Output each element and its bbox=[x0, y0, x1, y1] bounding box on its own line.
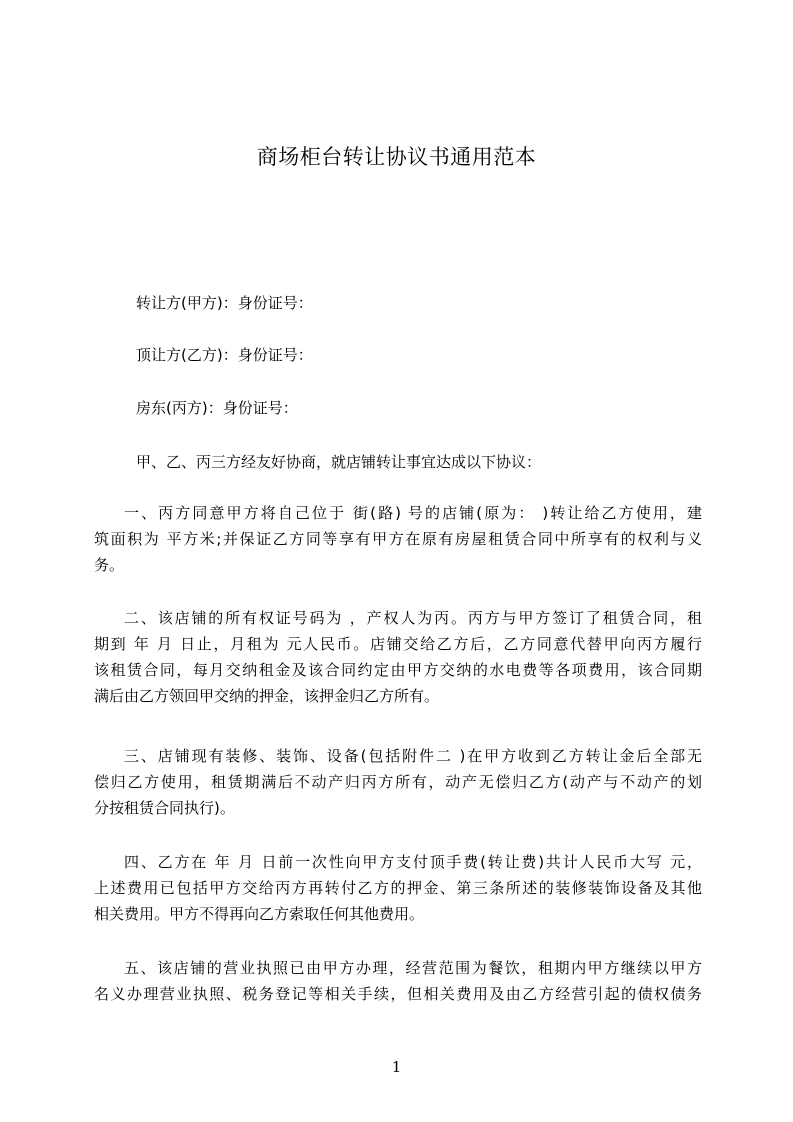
landlord-line: 房东(丙方)：身份证号： bbox=[136, 399, 298, 417]
clause-1-line-2: 筑面积为 平方米;并保证乙方同等享有甲方在原有房屋租赁合同中所享有的权利与义 bbox=[94, 530, 702, 548]
clause-5-line-2: 名义办理营业执照、税务登记等相关手续，但相关费用及由乙方经营引起的债权债务 bbox=[94, 985, 702, 1003]
clause-3-line-1: 三、店铺现有装修、装饰、设备(包括附件二 )在甲方收到乙方转让金后全部无 bbox=[124, 747, 702, 765]
clause-4 bbox=[94, 849, 702, 927]
document-title: 商场柜台转让协议书通用范本 bbox=[256, 145, 537, 169]
page-number: 1 bbox=[391, 1058, 402, 1076]
clause-2-line-4: 满后由乙方领回甲交纳的押金，该押金归乙方所有。 bbox=[94, 687, 440, 705]
clause-2 bbox=[94, 605, 702, 709]
transferor-line: 转让方(甲方)：身份证号： bbox=[136, 294, 313, 312]
clause-4-line-3: 相关费用。甲方不得再向乙方索取任何其他费用。 bbox=[94, 905, 425, 923]
clause-4-line-2: 上述费用已包括甲方交给丙方再转付乙方的押金、第三条所述的装修装饰设备及其他 bbox=[94, 879, 702, 897]
clause-4-line-1: 四、乙方在 年 月 日前一次性向甲方支付顶手费(转让费)共计人民币大写 元， bbox=[124, 853, 702, 871]
clause-3-line-2: 偿归乙方使用，租赁期满后不动产归丙方所有，动产无偿归乙方(动产与不动产的划 bbox=[94, 773, 702, 791]
clause-5 bbox=[94, 955, 702, 1007]
clause-2-line-3: 该租赁合同，每月交纳租金及该合同约定由甲方交纳的水电费等各项费用，该合同期 bbox=[94, 661, 702, 679]
clause-1-line-1: 一、丙方同意甲方将自己位于 街(路) 号的店铺(原为： )转让给乙方使用，建 bbox=[124, 504, 702, 522]
clause-1 bbox=[94, 500, 702, 578]
clause-3 bbox=[94, 743, 702, 821]
clause-5-line-1: 五、该店铺的营业执照已由甲方办理，经营范围为餐饮，租期内甲方继续以甲方 bbox=[124, 959, 702, 977]
clause-2-line-2: 期到 年 月 日止，月租为 元人民币。店铺交给乙方后，乙方同意代替甲向丙方履行 bbox=[94, 635, 702, 653]
clause-1-line-3: 务。 bbox=[94, 556, 125, 574]
clause-3-line-3: 分按租赁合同执行)。 bbox=[94, 799, 235, 817]
intro-line: 甲、乙、丙三方经友好协商，就店铺转让事宜达成以下协议： bbox=[136, 453, 542, 471]
transferee-line: 顶让方(乙方)：身份证号： bbox=[136, 346, 313, 364]
clause-2-line-1: 二、该店铺的所有权证号码为 ，产权人为丙。丙方与甲方签订了租赁合同，租 bbox=[124, 609, 702, 627]
